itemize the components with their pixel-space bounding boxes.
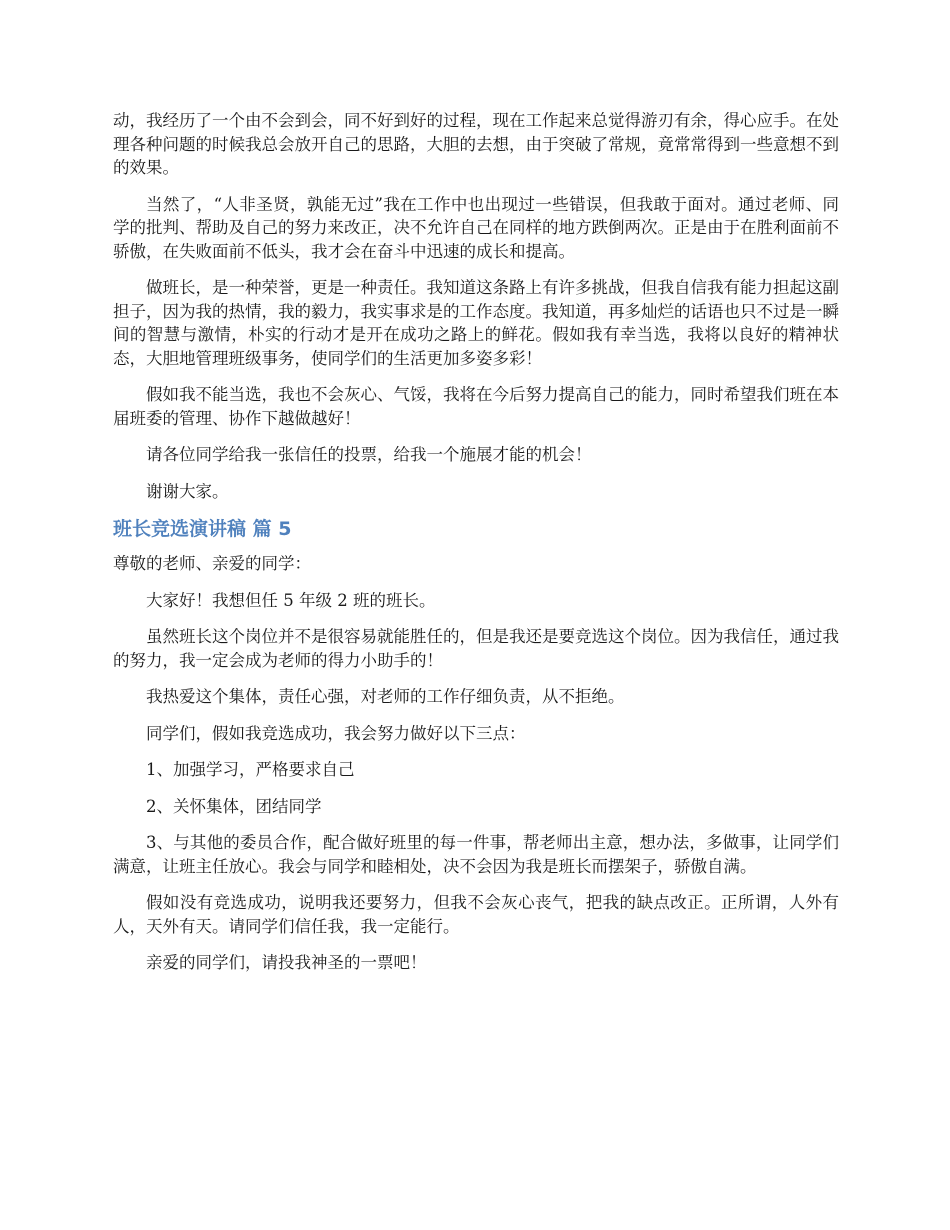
list-item: 3、与其他的委员合作，配合做好班里的每一件事，帮老师出主意，想办法，多做事，让同学们满意，让班主任放心。我会与同学和睦相处，决不会因为我是班长而摆架子，骄傲自满。 — [113, 833, 839, 876]
paragraph: 亲爱的同学们，请投我神圣的一票吧！ — [146, 953, 427, 972]
paragraph: 动，我经历了一个由不会到会，同不好到好的过程，现在工作起来总觉得游刃有余，得心应手。在处理各种问题的时候我总会放开自己的思路，大胆的去想，由于突破了常规，竟常常得到一些意想不到的效果。 — [113, 111, 839, 177]
paragraph: 假如我不能当选，我也不会灰心、气馁，我将在今后努力提高自己的能力，同时希望我们班在本届班委的管理、协作下越做越好！ — [113, 385, 839, 428]
paragraph: 大家好！我想但任 5 年级 2 班的班长。 — [146, 590, 436, 610]
paragraph: 做班长，是一种荣誉，更是一种责任。我知道这条路上有许多挑战，但我自信我有能力担起这副担子，因为我的热情，我的毅力，我实事求是的工作态度。我知道，再多灿烂的话语也只不过是一瞬间的智慧与激情，朴实的行动才是开在成功之路上的鲜花。假如我有幸当选，我将以良好的精神状态，大胆地管理班级事务，使同学们的生活更加多姿多彩！ — [113, 278, 839, 368]
list-item: 2、关怀集体，团结同学 — [146, 796, 322, 816]
paragraph: 假如没有竞选成功，说明我还要努力，但我不会灰心丧气，把我的缺点改正。正所谓，人外有人，天外有天。请同学们信任我，我一定能行。 — [113, 893, 839, 936]
paragraph: 当然了，“人非圣贤，孰能无过”我在工作中也出现过一些错误，但我敢于面对。通过老师、同学的批判、帮助及自己的努力来改正，决不允许自己在同样的地方跌倒两次。正是由于在胜利面前不骄傲，在失败面前不低头，我才会在奋斗中迅速的成长和提高。 — [113, 194, 839, 261]
list-item: 1、加强学习，严格要求自己 — [146, 760, 355, 779]
section-heading: 班长竞选演讲稿 篇 5 — [113, 518, 292, 540]
salutation: 尊敬的老师、亲爱的同学： — [113, 554, 311, 573]
paragraph: 同学们，假如我竞选成功，我会努力做好以下三点： — [146, 723, 526, 743]
document-page — [113, 109, 839, 988]
paragraph: 谢谢大家。 — [146, 481, 229, 501]
paragraph: 请各位同学给我一张信任的投票，给我一个施展才能的机会！ — [146, 445, 592, 464]
paragraph: 虽然班长这个岗位并不是很容易就能胜任的，但是我还是要竞选这个岗位。因为我信任，通过我的努力，我一定会成为老师的得力小助手的！ — [113, 627, 839, 670]
paragraph: 我热爱这个集体，责任心强，对老师的工作仔细负责，从不拒绝。 — [146, 687, 625, 706]
